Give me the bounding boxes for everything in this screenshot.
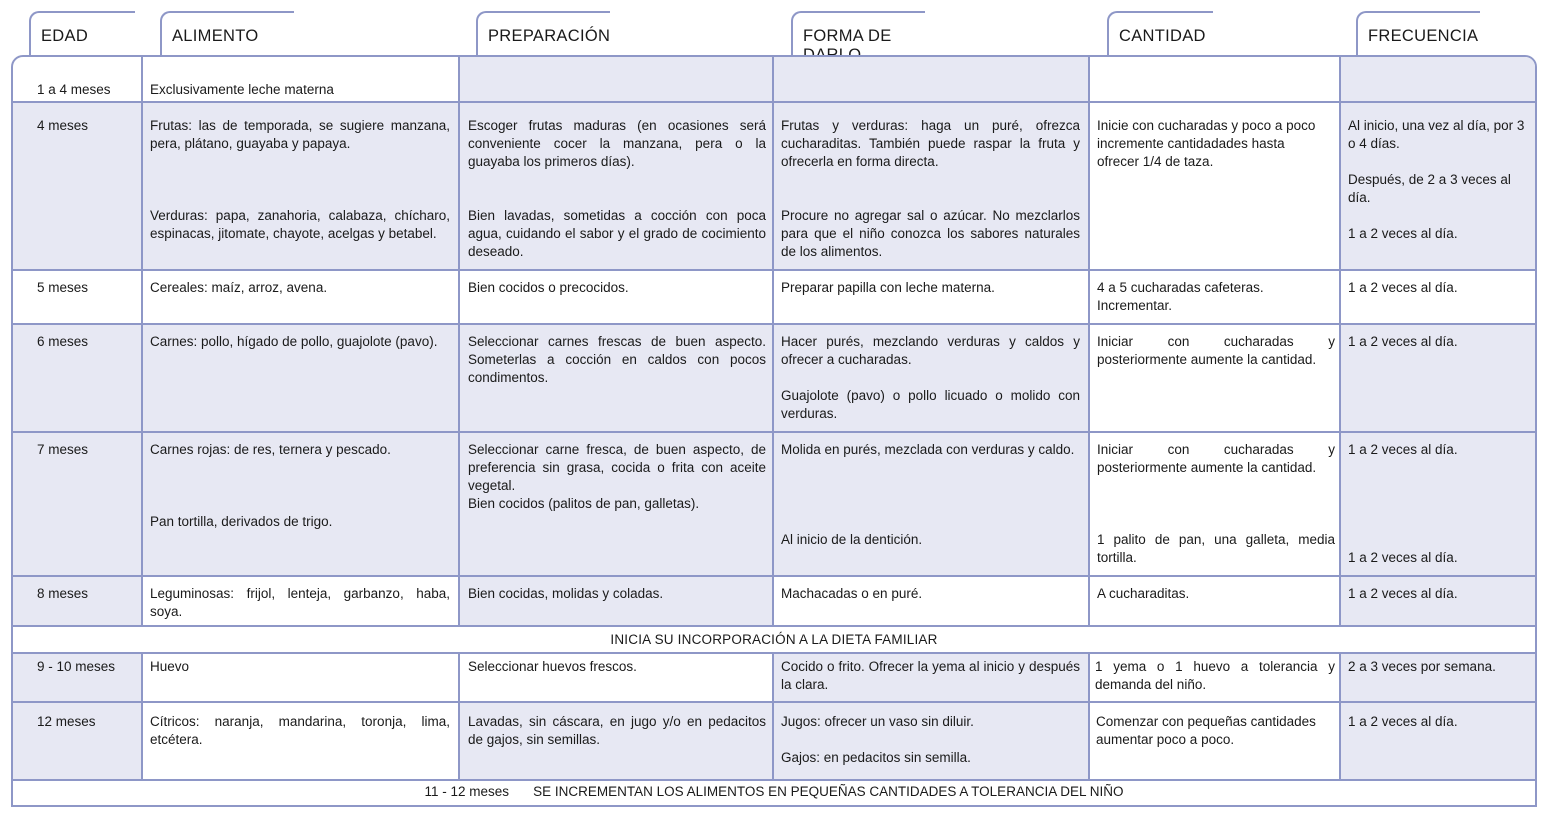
cell-cantidad: 4 a 5 cucharadas cafeteras. Incrementar. xyxy=(1090,271,1341,323)
cell-edad: 7 meses xyxy=(13,433,143,575)
table-row xyxy=(13,57,1535,103)
cell-cantidad xyxy=(1090,57,1341,101)
cell-preparacion: Seleccionar huevos frescos. xyxy=(460,654,774,701)
cell-alimento: Cítricos: naranja, mandarina, toronja, lima, etcétera. xyxy=(143,703,460,779)
feeding-table xyxy=(11,55,1537,807)
header-preparacion: PREPARACIÓN xyxy=(476,11,610,55)
cell-forma: Cocido o frito. Ofrecer la yema al inicio y después la clara. xyxy=(774,654,1090,701)
cell-frecuencia: 2 a 3 veces por semana. xyxy=(1341,654,1535,701)
cell-frecuencia: 1 a 2 veces al día. xyxy=(1341,325,1535,431)
cell-edad: 1 a 4 meses xyxy=(13,57,143,101)
cell-forma: Preparar papilla con leche materna. xyxy=(774,271,1090,323)
header-cantidad: CANTIDAD xyxy=(1107,11,1213,55)
cell-cantidad: 1 yema o 1 huevo a tolerancia y demanda del niño. xyxy=(1090,654,1341,701)
cell-edad: 6 meses xyxy=(13,325,143,431)
banner-dieta-familiar: INICIA SU INCORPORACIÓN A LA DIETA FAMILIAR xyxy=(13,627,1535,654)
cell-preparacion: Bien cocidas, molidas y coladas. xyxy=(460,577,774,625)
cell-cantidad: Inicie con cucharadas y poco a poco incremente cantidadades hasta ofrecer 1/4 de taza. xyxy=(1090,103,1341,269)
table-row xyxy=(13,325,1535,433)
cell-alimento: Exclusivamente leche materna xyxy=(143,57,460,101)
cell-preparacion xyxy=(460,57,774,101)
cell-forma: Molida en purés, mezclada con verduras y caldo. Al inicio de la dentición. xyxy=(774,433,1090,575)
header-frecuencia: FRECUENCIA xyxy=(1356,11,1480,55)
cell-forma: Machacadas o en puré. xyxy=(774,577,1090,625)
cell-forma: Frutas y verduras: haga un puré, ofrezca cucharaditas. También puede raspar la fruta y ofrecerla en forma directa. Procure no agregar sal o azúcar. No mezclarlos para que el niño conozca los sabores naturales de los alimentos. xyxy=(774,103,1090,269)
cell-forma: Jugos: ofrecer un vaso sin diluir. Gajos: en pedacitos sin semilla. xyxy=(774,703,1090,779)
header-forma-de-darlo: FORMA DE xyxy=(791,11,925,55)
cell-cantidad: Iniciar con cucharadas y posteriormente aumente la cantidad. 1 palito de pan, una galleta, media tortilla. xyxy=(1090,433,1341,575)
cell-edad: 8 meses xyxy=(13,577,143,625)
table-row xyxy=(13,103,1535,271)
table-row xyxy=(13,271,1535,325)
cell-preparacion: Bien cocidos o precocidos. xyxy=(460,271,774,323)
cell-cantidad: Comenzar con pequeñas cantidades aumentar poco a poco. xyxy=(1090,703,1341,779)
table-row xyxy=(13,433,1535,577)
cell-frecuencia: Al inicio, una vez al día, por 3 o 4 días. Después, de 2 a 3 veces al día. 1 a 2 veces al día. xyxy=(1341,103,1535,269)
table-row xyxy=(13,703,1535,781)
cell-cantidad: Iniciar con cucharadas y posteriormente aumente la cantidad. xyxy=(1090,325,1341,431)
cell-frecuencia: 1 a 2 veces al día. xyxy=(1341,577,1535,625)
cell-edad: 9 - 10 meses xyxy=(13,654,143,701)
cell-preparacion: Escoger frutas maduras (en ocasiones será conveniente cocer la manzana, pera o la guayaba los primeros días). Bien lavadas, sometidas a cocción con poca agua, cuidando el sabor y el grado de cocimiento deseado. xyxy=(460,103,774,269)
table-row xyxy=(13,577,1535,627)
cell-alimento: Cereales: maíz, arroz, avena. xyxy=(143,271,460,323)
cell-alimento: Frutas: las de temporada, se sugiere manzana, pera, plátano, guayaba y papaya. Verduras: papa, zanahoria, calabaza, chícharo, espinacas, jitomate, chayote, acelgas y betabel. xyxy=(143,103,460,269)
cell-forma xyxy=(774,57,1090,101)
cell-edad: 4 meses xyxy=(13,103,143,269)
cell-forma: Hacer purés, mezclando verduras y caldos y ofrecer a cucharadas. Guajolote (pavo) o pollo licuado o molido con verduras. xyxy=(774,325,1090,431)
cell-alimento: Huevo xyxy=(143,654,460,701)
cell-frecuencia xyxy=(1341,57,1535,101)
cell-alimento: Carnes rojas: de res, ternera y pescado. Pan tortilla, derivados de trigo. xyxy=(143,433,460,575)
cell-preparacion: Lavadas, sin cáscara, en jugo y/o en pedacitos de gajos, sin semillas. xyxy=(460,703,774,779)
footer-note xyxy=(11,779,1537,807)
cell-frecuencia: 1 a 2 veces al día. xyxy=(1341,703,1535,779)
cell-frecuencia: 1 a 2 veces al día. xyxy=(1348,280,1458,295)
cell-cantidad: A cucharaditas. xyxy=(1090,577,1341,625)
cell-edad: 5 meses xyxy=(13,271,143,323)
cell-frecuencia: 1 a 2 veces al día. 1 a 2 veces al día. xyxy=(1341,433,1535,575)
table-row xyxy=(13,654,1535,703)
cell-preparacion: Seleccionar carnes frescas de buen aspecto. Someterlas a cocción en caldos con pocos condimentos. xyxy=(460,325,774,431)
header-alimento: ALIMENTO xyxy=(160,11,294,55)
column-header-tabs xyxy=(0,0,1545,56)
footer-age: 11 - 12 meses xyxy=(424,784,510,799)
header-edad: EDAD xyxy=(29,11,135,55)
footer-text: SE INCREMENTAN LOS ALIMENTOS EN PEQUEÑAS CANTIDADES A TOLERANCIA DEL NIÑO xyxy=(533,784,1124,799)
cell-alimento: Carnes: pollo, hígado de pollo, guajolote (pavo). xyxy=(143,325,460,431)
cell-alimento: Leguminosas: frijol, lenteja, garbanzo, haba, soya. xyxy=(143,577,460,625)
cell-edad: 12 meses xyxy=(13,703,143,779)
cell-preparacion: Seleccionar carne fresca, de buen aspecto, de preferencia sin grasa, cocida o frita con aceite vegetal. Bien cocidos (palitos de pan, galletas). xyxy=(460,433,774,575)
